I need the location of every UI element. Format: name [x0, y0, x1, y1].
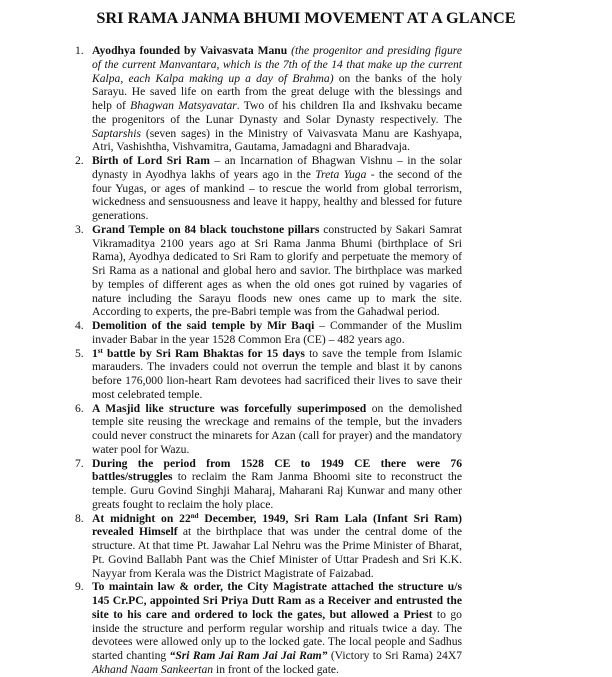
page-title: SRI RAMA JANMA BHUMI MOVEMENT AT A GLANCE [96, 8, 516, 27]
list-item [75, 223, 462, 319]
text-run: in front of the locked gate. [213, 662, 339, 676]
text-run: to save the temple from Islamic marauders. The invaders could not overrun the temple and blast it by canons before 176,000 lion-heart Ram devotees had sacrificed their lives to save their most celebrated temple. [92, 346, 462, 401]
text-run: December, 1949, Sri Ram Lala (Infant Sri Ram) revealed Himself [92, 511, 463, 539]
list-item-number: 7. [75, 456, 84, 470]
text-run: Grand Temple on 84 black touchstone pillars [92, 222, 320, 236]
text-run: Bhagwan Matsyavatar [130, 99, 237, 112]
text-run: to go inside the structure and perform regular worship and rituals twice a day. The devotees were allowed only up to the locked gate. The local people and Sadhus started chanting [92, 607, 462, 662]
text-run: . Two of his children Ila and Ikshvaku became the progenitors of the Lunar Dynasty and Solar Dynasty respectively. The [92, 99, 462, 126]
text-run: Ayodhya founded by Vaivasvata Manu [92, 44, 288, 57]
text-run: to reclaim the Ram Janma Bhoomi site to reconstruct the temple. Guru Govind Singhji Maharaj, Maharani Raj Kunwar and many other greats fought to reclaim the holy place. [92, 470, 462, 511]
list-item-number: 4. [75, 319, 84, 332]
text-run: To maintain law & order, the City Magistrate attached the structure u/s 145 Cr.PC, appointed Sri Priya Dutt Ram as a Receiver and entrusted the site to his care and ordered to lock the gates, but allowed a Priest [92, 580, 462, 621]
list-item-number: 8. [75, 511, 84, 525]
text-run: “Sri Ram Jai Ram Jai Jai Ram” [169, 649, 328, 662]
text-run: Akhand Naam Sankeertan [92, 662, 214, 676]
list-item-number: 3. [75, 222, 84, 236]
text-run: constructed by Sakari Samrat Vikramaditya 2100 years ago at Sri Rama Janma Bhumi (birthplace of Sri Rama), Ayodhya dedicated to Sri Ram to glorify and perpetuate the memory of Sri Rama as a national and global hero and savior. The birthplace was marked by temples of different ages as when the old ones got ruined by vagaries of nature including the Sarayu floods new ones came up to mark the site. According to experts, the pre-Babri temple was from the Gahadwal period. [92, 222, 462, 319]
list-item [75, 580, 462, 676]
text-run: battle by Sri Ram Bhaktas for 15 days [102, 346, 305, 360]
list-item-number: 9. [75, 580, 84, 594]
list-item [75, 512, 462, 581]
list-item [75, 347, 462, 402]
text-run: at the birthplace that was under the central dome of the structure. At that time Pt. Jawahar Lal Nehru was the Prime Minister of Bharat, Pt. Govind Ballabh Pant was the Chief Minister of Uttar Pradesh and Sri K.K. Nayyar from Kerala was the District Magistrate of Faizabad. [92, 525, 463, 580]
text-run: nd [190, 511, 199, 520]
text-run: – an Incarnation of Bhagwan Vishnu – in the solar dynasty in Ayodhya lakhs of years ago in the [92, 154, 462, 181]
text-run: During the period from 1528 CE to 1949 CE there were 76 battles/struggles [92, 456, 462, 484]
text-run: on the banks of the holy Sarayu. He saved life on earth from the great deluge with the blessings and help of [92, 71, 462, 112]
list-item [75, 319, 462, 347]
list-item [75, 154, 462, 223]
list-item-number: 1. [75, 44, 84, 57]
text-run: Treta Yuga [315, 167, 367, 181]
list-item-number: 6. [75, 401, 84, 415]
text-run: - the second of the four Yugas, or ages of mankind – to rescue the world from global terrorism, wickedness and sensuousness and leave it happy, healthy and blessed for future generations. [92, 167, 463, 222]
list-item-number: 5. [75, 346, 84, 360]
text-run: 1 [92, 346, 98, 360]
list-item-number: 2. [75, 154, 84, 167]
list-item [75, 402, 462, 457]
list-item [75, 44, 462, 154]
text-run: on the demolished temple site reusing the wreckage and remains of the temple, but the invaders could never construct the minarets for Azan (call for prayer) and the mandatory water pool for Wazu. [92, 401, 462, 456]
text-run: Demolition of the said temple by Mir Baqi [92, 319, 315, 332]
text-run: (seven sages) in the Ministry of Vaivasvata Manu are Kashyapa, Atri, Vashishtha, Vishvamitra, Gautama, Jamadagni and Bharadvaja. [92, 126, 462, 154]
text-run: Saptarshis [92, 126, 141, 140]
text-run: (Victory to Sri Rama) 24X7 [327, 649, 462, 662]
text-run: – Commander of the Muslim invader Babar in the year 1528 Common Era (CE) – 482 years ago. [92, 319, 462, 346]
text-run: st [97, 346, 103, 355]
text-run: A Masjid like structure was forcefully superimposed [92, 401, 367, 415]
text-run: (the progenitor and presiding figure of the current Manvantara, which is the 7th of the 14 that make up the current Kalpa, each Kalpa making up a day of Brahma) [92, 44, 462, 85]
numbered-list [75, 44, 462, 677]
list-item [75, 457, 462, 512]
text-run: At midnight on 22 [92, 511, 191, 525]
text-run: Birth of Lord Sri Ram [92, 154, 210, 167]
